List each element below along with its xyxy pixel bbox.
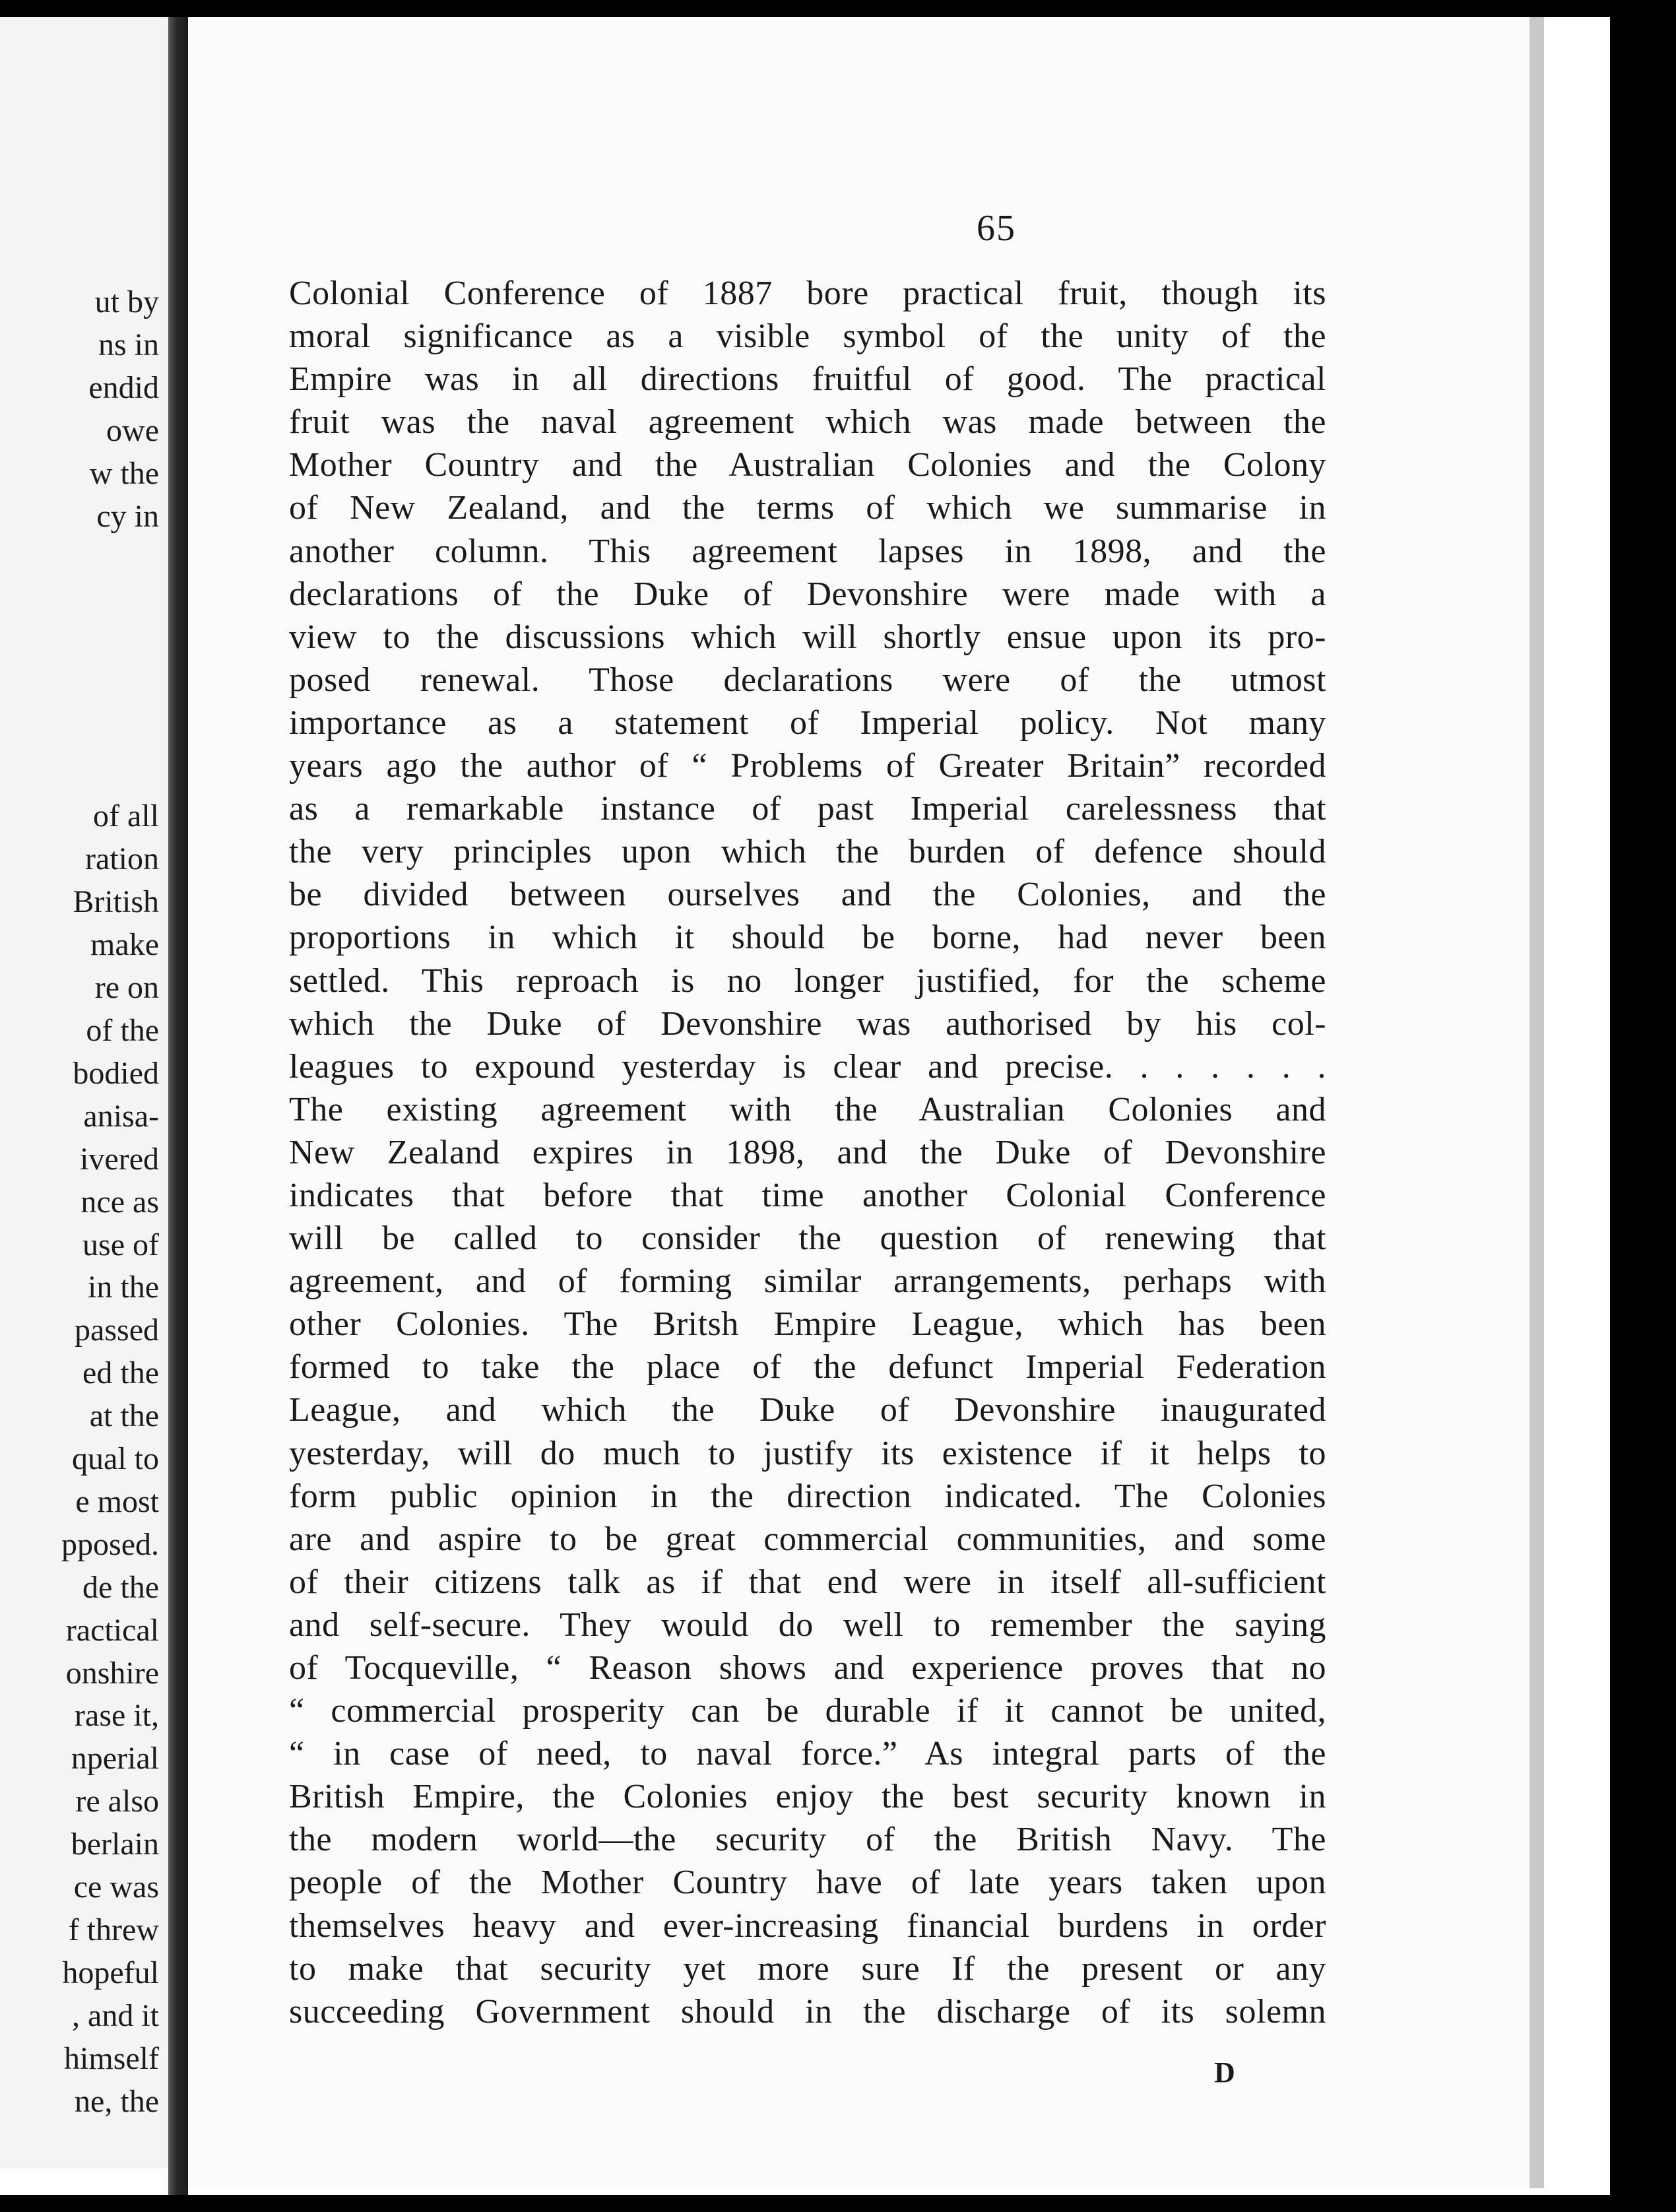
text-line: posed renewal. Those declarations were of the utmost xyxy=(289,661,1326,699)
text-line: The existing agreement with the Australian Colonies and xyxy=(289,1090,1326,1128)
text-line: form public opinion in the direction indicated. The Colonies xyxy=(289,1477,1326,1515)
text-line: themselves heavy and ever-increasing financial burdens in order xyxy=(289,1906,1326,1945)
facing-text-line: f threw xyxy=(68,1912,159,1947)
facing-text-line: owe xyxy=(106,412,159,448)
text-line: to make that security yet more sure If the present or any xyxy=(289,1949,1326,1988)
facing-text-line: British xyxy=(73,884,159,920)
text-line: another column. This agreement lapses in 1898, and the xyxy=(289,532,1326,570)
facing-text-line: endid xyxy=(88,370,159,405)
text-line: fruit was the naval agreement which was made between the xyxy=(289,403,1326,441)
text-line: the very principles upon which the burden of defence should xyxy=(289,833,1326,871)
scan-border-right xyxy=(1610,0,1676,2212)
facing-text-line: nperial xyxy=(71,1741,159,1776)
text-line: as a remarkable instance of past Imperial carelessness that xyxy=(289,790,1326,828)
facing-text-line: ns in xyxy=(98,327,159,362)
facing-text-line: onshire xyxy=(65,1655,159,1691)
text-line: Colonial Conference of 1887 bore practical fruit, though its xyxy=(289,275,1326,312)
text-line: New Zealand expires in 1898, and the Duke of Devonshire xyxy=(289,1133,1326,1171)
facing-text-line: nce as xyxy=(81,1184,159,1220)
text-line: years ago the author of “ Problems of Greater Britain” recorded xyxy=(289,747,1326,785)
facing-text-line: ut by xyxy=(94,284,159,319)
text-line: agreement, and of forming similar arrangements, perhaps with xyxy=(289,1262,1326,1301)
facing-text-line: make xyxy=(90,927,159,963)
text-line: indicates that before that time another Colonial Conference xyxy=(289,1176,1326,1214)
text-line: view to the discussions which will shortly ensue upon its pro- xyxy=(289,618,1326,656)
facing-text-line: cy in xyxy=(96,498,159,534)
scan-border-top xyxy=(0,0,1676,17)
facing-text-line: hopeful xyxy=(62,1955,159,1990)
facing-text-line: re on xyxy=(94,970,159,1006)
facing-text-line: rase it, xyxy=(75,1698,159,1734)
facing-text-line: ivered xyxy=(80,1141,159,1177)
signature-mark: D xyxy=(1214,2056,1235,2089)
text-line: of their citizens talk as if that end were in itself all-sufficient xyxy=(289,1563,1326,1601)
facing-page-text xyxy=(0,281,159,2124)
body-text xyxy=(289,272,1326,2033)
text-line: “ in case of need, to naval force.” As integral parts of the xyxy=(289,1735,1326,1773)
facing-text-line: berlain xyxy=(71,1827,159,1862)
text-line: succeeding Government should in the discharge of its solemn xyxy=(289,1992,1326,2031)
text-line: moral significance as a visible symbol of the unity of the xyxy=(289,317,1326,356)
facing-text-line: ractical xyxy=(65,1612,159,1648)
text-line: other Colonies. The Britsh Empire League, which has been xyxy=(289,1305,1326,1344)
facing-text-line: ed the xyxy=(82,1355,159,1391)
facing-text-line: , and it xyxy=(72,1998,159,2033)
facing-text-line: of the xyxy=(86,1012,159,1048)
text-line: be divided between ourselves and the Colonies, and the xyxy=(289,876,1326,914)
text-line: and self-secure. They would do well to remember the saying xyxy=(289,1606,1326,1644)
facing-text-line: ne, the xyxy=(75,2083,159,2119)
text-line: British Empire, the Colonies enjoy the best security known in xyxy=(289,1778,1326,1816)
text-line: League, and which the Duke of Devonshire inaugurated xyxy=(289,1391,1326,1429)
facing-text-line: qual to xyxy=(72,1441,159,1477)
text-line: Mother Country and the Australian Colonies and the Colony xyxy=(289,446,1326,484)
facing-text-line: pposed. xyxy=(61,1526,159,1562)
text-line: of Tocqueville, “ Reason shows and experience proves that no xyxy=(289,1649,1326,1687)
facing-text-line: ce was xyxy=(73,1870,159,1905)
text-line: are and aspire to be great commercial communities, and some xyxy=(289,1520,1326,1558)
facing-text-line: passed xyxy=(75,1313,159,1348)
facing-text-line: re also xyxy=(75,1784,159,1819)
text-line: declarations of the Duke of Devonshire were made with a xyxy=(289,575,1326,613)
facing-page-left xyxy=(0,17,168,2168)
facing-text-line: use of xyxy=(82,1227,159,1262)
text-line: “ commercial prosperity can be durable if it cannot be united, xyxy=(289,1692,1326,1730)
text-line: settled. This reproach is no longer justified, for the scheme xyxy=(289,961,1326,1000)
facing-text-line: bodied xyxy=(73,1055,159,1091)
text-line: of New Zealand, and the terms of which we summarise in xyxy=(289,489,1326,527)
text-line: the modern world—the security of the British Navy. The xyxy=(289,1821,1326,1859)
facing-text-line: w the xyxy=(89,455,159,491)
page-number: 65 xyxy=(977,208,1016,249)
text-line: leagues to expound yesterday is clear and precise. . . . . . . xyxy=(289,1047,1326,1086)
text-line: formed to take the place of the defunct Imperial Federation xyxy=(289,1348,1326,1386)
scan-border-bottom xyxy=(0,2195,1676,2212)
facing-text-line: e most xyxy=(75,1483,159,1519)
facing-text-line: at the xyxy=(89,1398,159,1434)
facing-text-line: de the xyxy=(82,1569,159,1605)
facing-text-line: anisa- xyxy=(83,1098,159,1134)
facing-text-line: of all xyxy=(93,798,159,834)
facing-text-line: ration xyxy=(85,841,159,877)
text-line: proportions in which it should be borne, had never been xyxy=(289,919,1326,957)
text-line: Empire was in all directions fruitful of good. The practical xyxy=(289,360,1326,399)
text-line: which the Duke of Devonshire was authorised by his col- xyxy=(289,1004,1326,1043)
book-spine xyxy=(168,17,188,2195)
text-line: importance as a statement of Imperial policy. Not many xyxy=(289,703,1326,742)
text-line: people of the Mother Country have of late years taken upon xyxy=(289,1864,1326,1902)
facing-text-line: himself xyxy=(64,2040,159,2076)
text-line: yesterday, will do much to justify its existence if it helps to xyxy=(289,1434,1326,1472)
facing-text-line: in the xyxy=(88,1270,159,1305)
text-line: will be called to consider the question of renewing that xyxy=(289,1220,1326,1258)
